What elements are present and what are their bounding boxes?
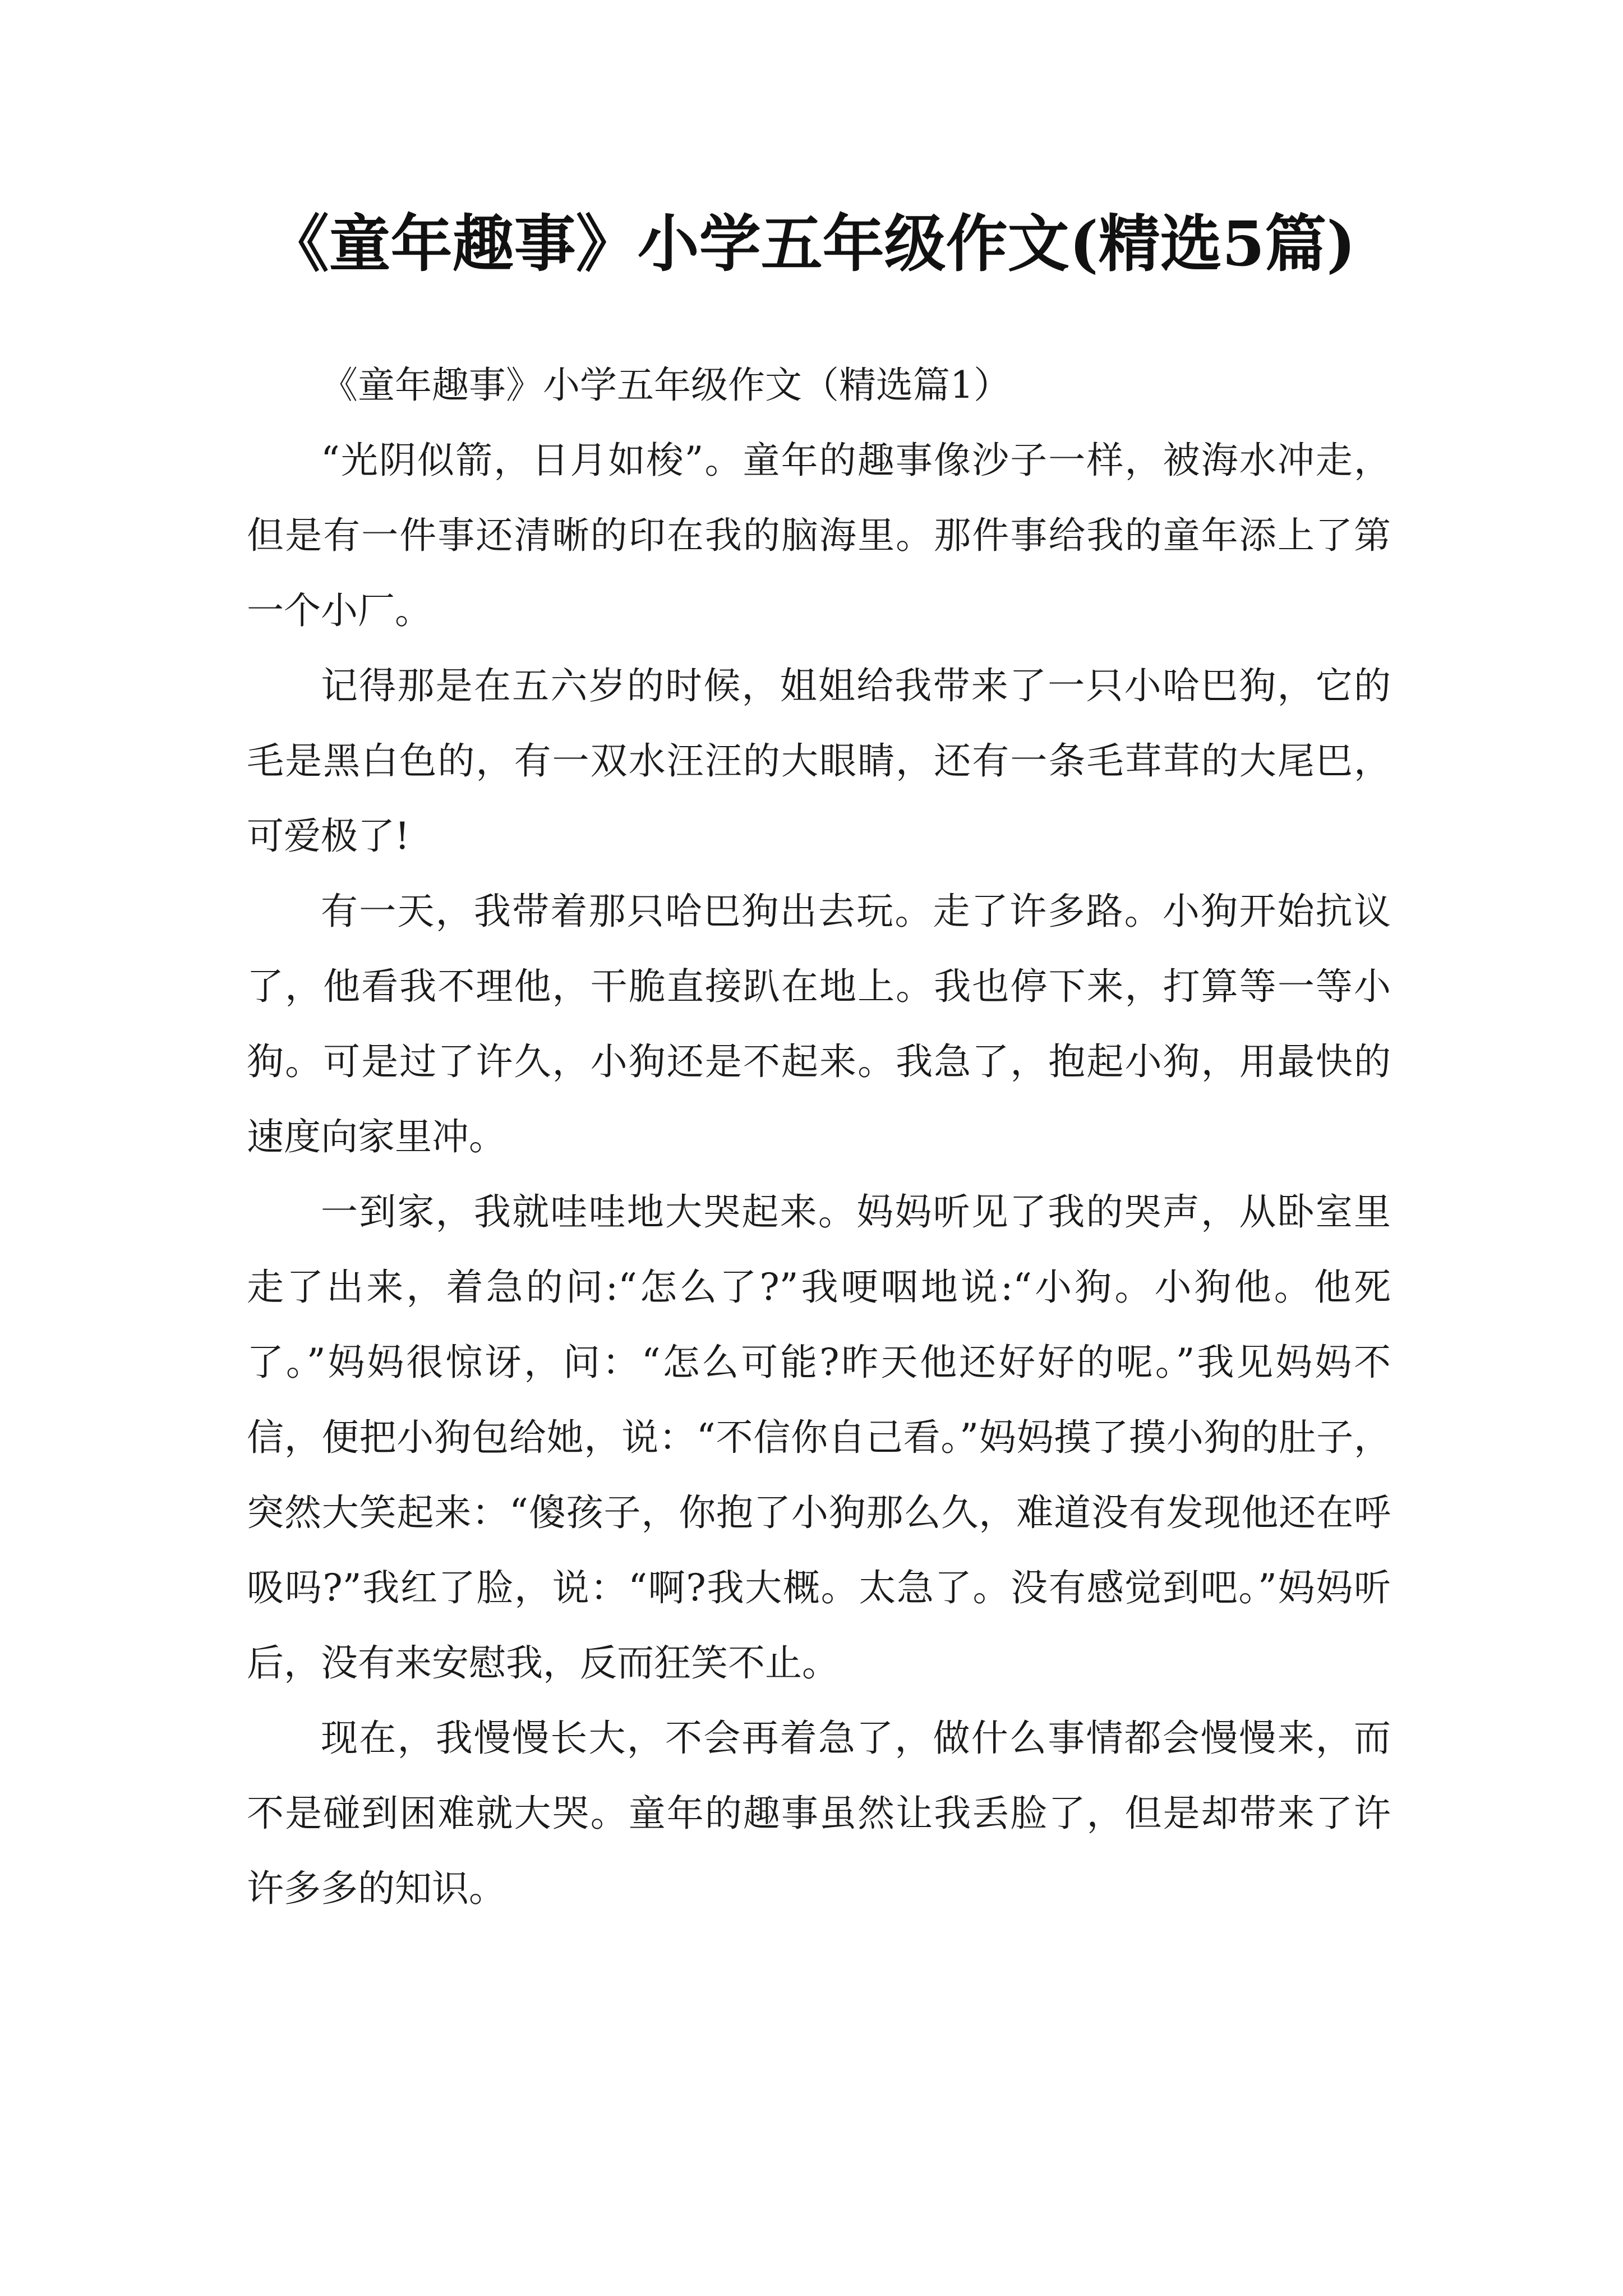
document-body: [247, 348, 1391, 1926]
document-title: 《童年趣事》小学五年级作文(精选5篇): [267, 208, 1356, 280]
paragraph: 一到家，我就哇哇地大哭起来。妈妈听见了我的哭声，从卧室里走了出来，着急的问:“怎么了?”我哽咽地说:“小狗。小狗他。他死了。”妈妈很惊讶，问：“怎么可能?昨天他还好好的呢。”我见妈妈不信，便把小狗包给她，说：“不信你自己看。”妈妈摸了摸小狗的肚子，突然大笑起来：“傻孩子，你抱了小狗那么久，难道没有发现他还在呼吸吗?”我红了脸，说：“啊?我大概。太急了。没有感觉到吧。”妈妈听后，没有来安慰我，反而狂笑不止。: [247, 1190, 1391, 1685]
paragraph: 有一天，我带着那只哈巴狗出去玩。走了许多路。小狗开始抗议了，他看我不理他，干脆直接趴在地上。我也停下来，打算等一等小狗。可是过了许久，小狗还是不起来。我急了，抱起小狗，用最快的速度向家里冲。: [247, 890, 1391, 1158]
paragraph: “光阴似箭，日月如梭”。童年的趣事像沙子一样，被海水冲走，但是有一件事还清晰的印在我的脑海里。那件事给我的童年添上了第一个小厂。: [247, 439, 1391, 632]
paragraph: 现在，我慢慢长大，不会再着急了，做什么事情都会慢慢来，而不是碰到困难就大哭。童年的趣事虽然让我丢脸了，但是却带来了许许多多的知识。: [247, 1717, 1391, 1910]
paragraph: 记得那是在五六岁的时候，姐姐给我带来了一只小哈巴狗，它的毛是黑白色的，有一双水汪汪的大眼睛，还有一条毛茸茸的大尾巴，可爱极了!: [247, 664, 1391, 858]
section-heading: 《童年趣事》小学五年级作文（精选篇1）: [321, 364, 1011, 407]
